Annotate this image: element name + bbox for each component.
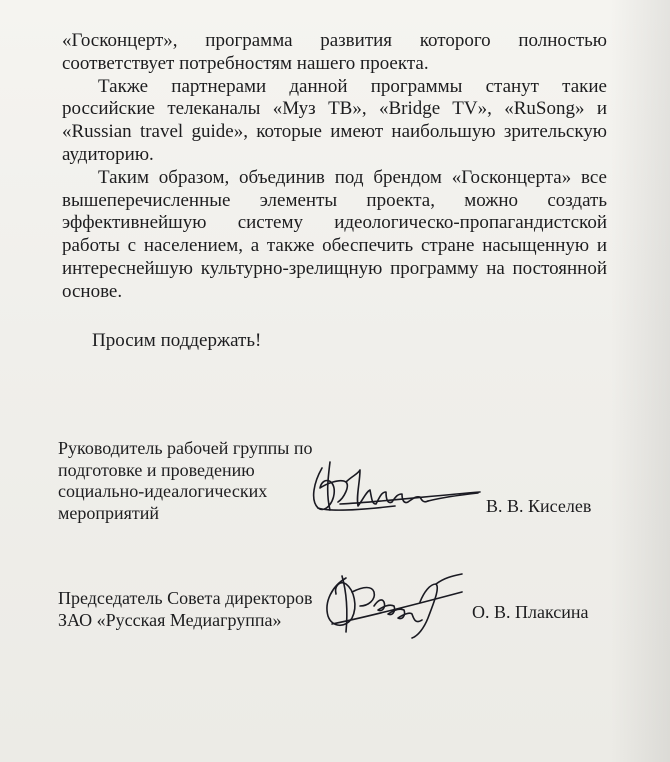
paragraph-continuation: «Госконцерт», программа развития которого полностью соответствует потребностям нашего проекта. — [62, 30, 607, 74]
paragraph-conclusion: Таким образом, объединив под брендом «Госконцерта» все вышеперечисленные элементы проекта, можно создать эффективнейшую систему идеологическо-пропагандистской работы с населением, а также обеспечить стране насыщенную и интереснейшую культурно-зрелищную программу на постоянной основе. — [62, 166, 607, 302]
appeal-text: Просим поддержать! — [92, 330, 262, 351]
title-line: Председатель Совета директоров — [58, 588, 313, 608]
title-line: ЗАО «Русская Медиагруппа» — [58, 609, 282, 630]
signature-plaksina — [312, 562, 472, 648]
signature-kiselev — [300, 448, 490, 528]
title-line: социально-идеалогических — [58, 481, 268, 501]
signatory-name-kiselev: В. В. Киселев — [486, 496, 592, 516]
letter-body — [62, 30, 607, 304]
paragraph-partners: Также партнерами данной программы станут такие российские телеканалы «Муз ТВ», «Bridge TV», «RuSong» и «Russian travel guide», которые имеют наибольшую зрительскую аудиторию. — [62, 75, 607, 165]
title-line: Руководитель рабочей группы по — [58, 438, 313, 458]
signatory-name-plaksina: О. В. Плаксина — [472, 602, 589, 622]
signatory-title-kiselev — [58, 438, 313, 524]
signatory-title-plaksina — [58, 588, 312, 631]
title-line: мероприятий — [58, 502, 160, 523]
title-line: подготовке и проведению — [58, 459, 255, 480]
